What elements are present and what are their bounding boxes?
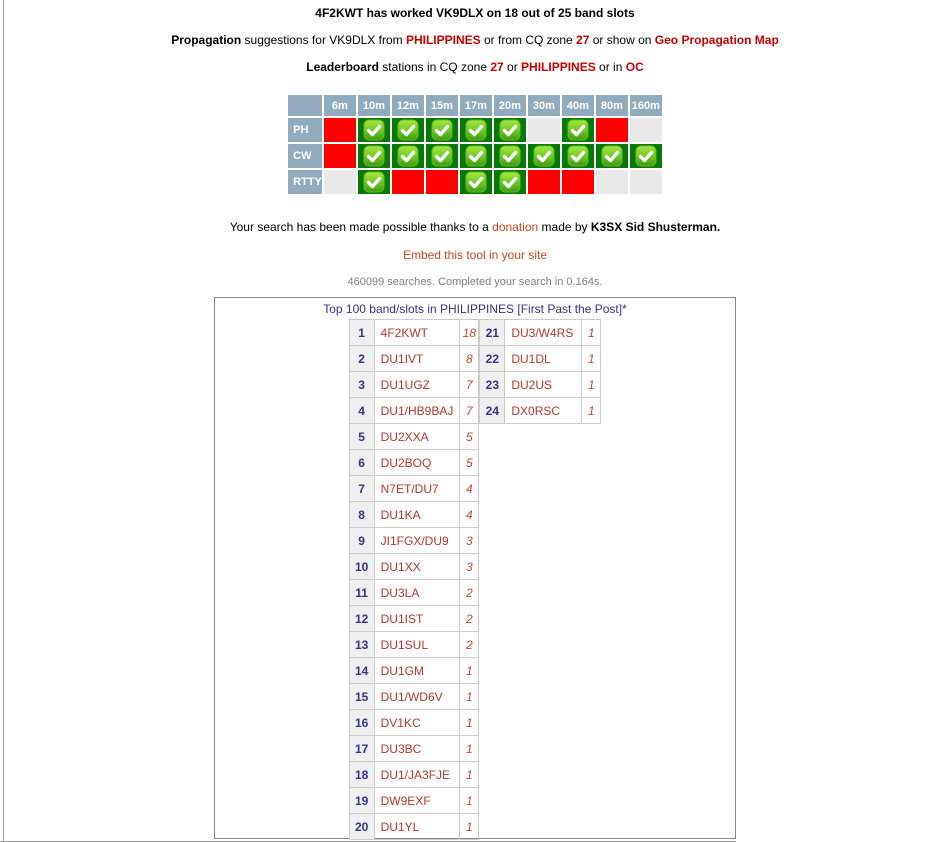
rank-cell: 21 (480, 320, 505, 346)
check-icon (567, 119, 589, 141)
band-slot-confirmed (392, 118, 424, 142)
band-header-40m: 40m (562, 95, 594, 116)
check-icon (601, 145, 623, 167)
leaderboard-text-1: stations in CQ zone (378, 60, 491, 74)
callsign-link[interactable]: DU1GM (380, 663, 424, 678)
band-row-PH (288, 118, 662, 142)
leaderboard-row (349, 554, 479, 580)
leaderboard-row (349, 632, 479, 658)
band-header-row (288, 95, 662, 116)
leaderboard-row (349, 528, 479, 554)
rank-cell: 6 (349, 450, 374, 476)
leaderboard-row (349, 762, 479, 788)
band-slot-needed (426, 170, 458, 194)
slot-count-cell: 4 (460, 502, 479, 528)
search-stats-line (0, 276, 950, 288)
embed-tool-link[interactable]: Embed this tool in your site (402, 248, 548, 262)
check-icon (363, 145, 385, 167)
callsign-cell (374, 554, 460, 580)
donation-link[interactable]: donation (492, 220, 539, 234)
worked-summary-line (0, 0, 950, 20)
band-slot-confirmed (596, 144, 628, 168)
propagation-cq-zone-link[interactable]: 27 (576, 33, 590, 47)
leaderboard-table-right (479, 319, 601, 424)
leaderboard-row (349, 502, 479, 528)
callsign-cell (505, 372, 582, 398)
leaderboard-tables (215, 319, 735, 840)
check-icon (397, 119, 419, 141)
rank-cell: 22 (480, 346, 505, 372)
callsign-link[interactable]: DU1SUL (380, 637, 428, 652)
mode-label-RTTY: RTTY (288, 170, 322, 194)
band-slot-confirmed (426, 144, 458, 168)
callsign-link[interactable]: DU1IST (380, 611, 424, 626)
leaderboard-row (480, 398, 601, 424)
leaderboard-box (214, 297, 736, 839)
band-slot-confirmed (630, 144, 662, 168)
band-slot-needed (324, 118, 356, 142)
band-slot-confirmed (528, 144, 560, 168)
check-icon (363, 171, 385, 193)
propagation-text-2: or from CQ zone (480, 33, 577, 47)
check-icon (397, 145, 419, 167)
leaderboard-row (349, 398, 479, 424)
callsign-link[interactable]: DU2US (511, 377, 553, 392)
leaderboard-table-left (349, 319, 480, 840)
band-slot-confirmed (426, 118, 458, 142)
band-slot-confirmed (460, 118, 492, 142)
check-icon (635, 145, 657, 167)
callsign-cell (374, 684, 460, 710)
check-icon (533, 145, 555, 167)
propagation-philippines-link[interactable]: PHILIPPINES (405, 33, 481, 47)
rank-cell: 5 (349, 424, 374, 450)
donation-ack-line (0, 220, 950, 234)
band-slot-needed (596, 118, 628, 142)
callsign-cell (505, 398, 582, 424)
slot-count-cell: 5 (460, 424, 479, 450)
callsign-cell (374, 632, 460, 658)
mode-label-CW: CW (288, 144, 322, 168)
rank-cell: 13 (349, 632, 374, 658)
rank-cell: 9 (349, 528, 374, 554)
callsign-link[interactable]: DU1DL (511, 351, 551, 366)
rank-cell: 20 (349, 814, 374, 840)
check-icon (499, 119, 521, 141)
leaderboard-line (0, 60, 950, 74)
slot-count-cell: 1 (582, 372, 601, 398)
band-slot-confirmed (460, 170, 492, 194)
callsign-cell (505, 320, 582, 346)
callsign-cell (505, 346, 582, 372)
callsign-link[interactable]: 4F2KWT (380, 325, 428, 340)
callsign-cell (374, 762, 460, 788)
callsign-cell (374, 476, 460, 502)
slot-count-cell: 1 (460, 814, 479, 840)
propagation-text-3: or show on (589, 33, 655, 47)
slot-count-cell: 1 (460, 762, 479, 788)
slot-count-cell: 1 (582, 346, 601, 372)
slot-count-cell: 1 (582, 398, 601, 424)
callsign-link[interactable]: DU3LA (380, 585, 420, 600)
slot-count-cell: 7 (460, 372, 479, 398)
callsign-link[interactable]: JI1FGX/DU9 (380, 533, 449, 548)
leaderboard-row (349, 346, 479, 372)
leaderboard-oc-link[interactable]: OC (625, 60, 644, 74)
geo-propagation-map-link[interactable]: Geo Propagation Map (654, 33, 779, 47)
page-left-border (3, 0, 4, 842)
leaderboard-row (349, 450, 479, 476)
leaderboard-row (349, 606, 479, 632)
rank-cell: 17 (349, 736, 374, 762)
mode-label-PH: PH (288, 118, 322, 142)
callsign-cell (374, 788, 460, 814)
check-icon (465, 119, 487, 141)
leaderboard-row (349, 658, 479, 684)
rank-cell: 2 (349, 346, 374, 372)
rank-cell: 24 (480, 398, 505, 424)
rank-cell: 8 (349, 502, 374, 528)
band-slot-needed (562, 170, 594, 194)
slot-count-cell: 2 (460, 632, 479, 658)
leaderboard-row (349, 424, 479, 450)
rank-cell: 3 (349, 372, 374, 398)
rank-cell: 7 (349, 476, 374, 502)
rank-cell: 16 (349, 710, 374, 736)
rank-cell: 11 (349, 580, 374, 606)
callsign-cell (374, 736, 460, 762)
band-slot-needed (324, 144, 356, 168)
callsign-cell (374, 502, 460, 528)
band-slot-na (630, 170, 662, 194)
leaderboard-philippines-link[interactable]: PHILIPPINES (521, 60, 596, 74)
slot-count-cell: 18 (460, 320, 479, 346)
callsign-cell (374, 658, 460, 684)
band-slot-confirmed (494, 170, 526, 194)
check-icon (465, 145, 487, 167)
callsign-link[interactable]: DU1/WD6V (380, 689, 443, 704)
band-row-CW (288, 144, 662, 168)
callsign-link[interactable]: DU3/W4RS (511, 325, 574, 340)
rank-cell: 12 (349, 606, 374, 632)
callsign-link[interactable]: DU1/JA3FJE (380, 767, 450, 782)
slot-count-cell: 2 (460, 606, 479, 632)
rank-cell: 19 (349, 788, 374, 814)
callsign-link[interactable]: DU1KA (380, 507, 421, 522)
band-header-12m: 12m (392, 95, 424, 116)
rank-cell: 14 (349, 658, 374, 684)
slot-count-cell: 7 (460, 398, 479, 424)
band-header-6m: 6m (324, 95, 356, 116)
leaderboard-row (349, 788, 479, 814)
band-slot-na (596, 170, 628, 194)
band-slot-confirmed (562, 118, 594, 142)
leaderboard-label: Leaderboard (306, 60, 379, 74)
slot-count-cell: 5 (460, 450, 479, 476)
rank-cell: 10 (349, 554, 374, 580)
slot-count-cell: 3 (460, 554, 479, 580)
slot-count-cell: 2 (460, 580, 479, 606)
propagation-label: Propagation (171, 33, 242, 47)
check-icon (431, 145, 453, 167)
band-slot-na (324, 170, 356, 194)
leaderboard-text-2: or (503, 60, 522, 74)
leaderboard-text-3: or in (595, 60, 626, 74)
donor-name: K3SX Sid Shusterman. (590, 220, 721, 234)
band-header-10m: 10m (358, 95, 390, 116)
check-icon (431, 119, 453, 141)
callsign-cell (374, 710, 460, 736)
rank-cell: 15 (349, 684, 374, 710)
slot-count-cell: 1 (582, 320, 601, 346)
check-icon (499, 145, 521, 167)
callsign-cell (374, 606, 460, 632)
slot-count-cell: 4 (460, 476, 479, 502)
callsign-cell (374, 346, 460, 372)
leaderboard-row (349, 580, 479, 606)
leaderboard-row (349, 814, 479, 840)
band-slot-confirmed (358, 118, 390, 142)
rank-cell: 18 (349, 762, 374, 788)
check-icon (567, 145, 589, 167)
slot-count-cell: 8 (460, 346, 479, 372)
leaderboard-row (480, 320, 601, 346)
rank-cell: 1 (349, 320, 374, 346)
callsign-link[interactable]: DU2XXA (380, 429, 429, 444)
band-slot-confirmed (562, 144, 594, 168)
leaderboard-row (349, 736, 479, 762)
band-row-RTTY (288, 170, 662, 194)
callsign-link[interactable]: DU3BC (380, 741, 422, 756)
callsign-cell (374, 372, 460, 398)
callsign-link[interactable]: DU1UGZ (380, 377, 430, 392)
propagation-line (0, 33, 950, 47)
check-icon (465, 171, 487, 193)
leaderboard-row (480, 372, 601, 398)
callsign-cell (374, 320, 460, 346)
band-slot-confirmed (392, 144, 424, 168)
embed-line (0, 248, 950, 262)
band-header-80m: 80m (596, 95, 628, 116)
callsign-link[interactable]: DV1KC (380, 715, 421, 730)
band-header-30m: 30m (528, 95, 560, 116)
callsign-link[interactable]: DU1YL (380, 819, 420, 834)
callsign-cell (374, 528, 460, 554)
callsign-cell (374, 450, 460, 476)
band-header-17m: 17m (460, 95, 492, 116)
propagation-text-1: suggestions for VK9DLX from (241, 33, 406, 47)
slot-count-cell: 1 (460, 684, 479, 710)
band-header-160m: 160m (630, 95, 662, 116)
donation-ack-mid: made by (538, 220, 591, 234)
callsign-link[interactable]: DU1XX (380, 559, 421, 574)
leaderboard-cq-zone-link[interactable]: 27 (490, 60, 504, 74)
callsign-link[interactable]: N7ET/DU7 (380, 481, 439, 496)
check-icon (363, 119, 385, 141)
callsign-cell (374, 424, 460, 450)
leaderboard-row (349, 684, 479, 710)
callsign-cell (374, 814, 460, 840)
band-slot-confirmed (494, 118, 526, 142)
slot-count-cell: 1 (460, 658, 479, 684)
band-slot-confirmed (358, 144, 390, 168)
search-stats-text: 460099 searches. Completed your search in 0.164s. (347, 276, 603, 288)
slot-count-cell: 1 (460, 788, 479, 814)
donation-ack-pre: Your search has been made possible thanks to a (229, 220, 493, 234)
band-slot-confirmed (460, 144, 492, 168)
leaderboard-row (349, 710, 479, 736)
band-header-15m: 15m (426, 95, 458, 116)
band-slot-confirmed (358, 170, 390, 194)
band-table-corner (288, 95, 322, 116)
callsign-link[interactable]: DX0RSC (511, 403, 561, 418)
callsign-link[interactable]: DW9EXF (380, 793, 431, 808)
rank-cell: 23 (480, 372, 505, 398)
callsign-link[interactable]: DU2BOQ (380, 455, 432, 470)
leaderboard-row (349, 476, 479, 502)
band-slot-matrix (286, 93, 664, 196)
callsign-cell (374, 398, 460, 424)
band-slot-needed (392, 170, 424, 194)
worked-summary-text: 4F2KWT has worked VK9DLX on 18 out of 25 band slots (315, 6, 635, 20)
band-slot-na (630, 118, 662, 142)
slot-count-cell: 3 (460, 528, 479, 554)
leaderboard-row (349, 320, 479, 346)
callsign-cell (374, 580, 460, 606)
band-slot-needed (528, 170, 560, 194)
band-slot-confirmed (494, 144, 526, 168)
band-header-20m: 20m (494, 95, 526, 116)
check-icon (499, 171, 521, 193)
band-slot-na (528, 118, 560, 142)
callsign-link[interactable]: DU1IVT (380, 351, 424, 366)
leaderboard-row (349, 372, 479, 398)
slot-count-cell: 1 (460, 710, 479, 736)
callsign-link[interactable]: DU1/HB9BAJ (380, 403, 454, 418)
leaderboard-row (480, 346, 601, 372)
leaderboard-title: Top 100 band/slots in PHILIPPINES [First Past the Post]* (323, 302, 627, 316)
rank-cell: 4 (349, 398, 374, 424)
slot-count-cell: 1 (460, 736, 479, 762)
